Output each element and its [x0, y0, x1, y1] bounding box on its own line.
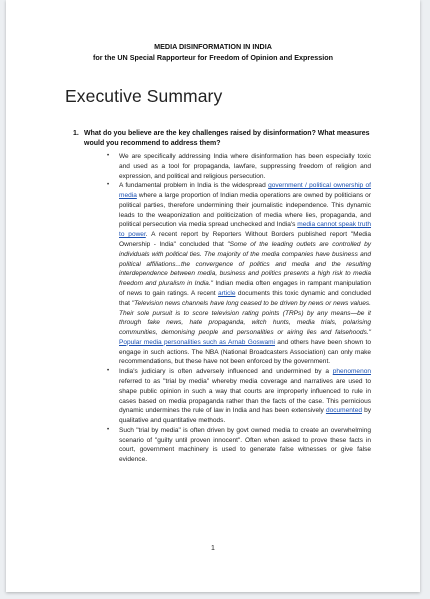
bullet-icon: •: [107, 426, 110, 433]
text-run: documents this toxic dynamic and concluded that: [119, 289, 371, 307]
bullet-icon: •: [107, 368, 110, 375]
bullet-item-3: [107, 367, 372, 426]
bullet-list: [107, 152, 372, 465]
question-1: [73, 129, 382, 150]
text-run: A fundamental problem in India is the widespread: [119, 182, 269, 190]
link-media-truth-to-power[interactable]: media cannot speak truth to power: [119, 221, 372, 239]
link-government-ownership[interactable]: government / political ownership of media: [119, 182, 371, 200]
text-run: where a large proportion of Indian media operations are owned by politicians or political parties, therefore undermining their journalistic independence. This dynamic leads to the weaponization and politicization of media where lies, propaganda, and political persecution via media spread unchecked and India's: [119, 192, 371, 229]
link-media-personalities[interactable]: Popular media personalities such as Arnab Goswami: [119, 338, 276, 346]
section-title: Executive Summary: [65, 86, 223, 106]
page-number: 1: [211, 545, 215, 552]
text-run: Indian media often engages in rampant manipulation of news to gain ratings. A recent: [119, 280, 371, 297]
text-run: and others have been shown to engage in such actions. The NBA (National Broadcasters Association) can only make recommendations, but these have not been enforced by the government.: [119, 338, 371, 366]
bullet-item-1: [107, 152, 371, 181]
bullet-text: We are specifically addressing India where disinformation has been especially toxic and used as a tool for propaganda, lawfare, suppressing freedom of religion and expression, and political and religious persecution.: [119, 153, 371, 180]
bullet-item-4: [107, 426, 371, 465]
header-line-1: MEDIA DISINFORMATION IN INDIA: [154, 42, 272, 51]
question-text: What do you believe are the key challenges raised by disinformation? What measures would you recommend to address them?: [84, 130, 370, 148]
text-run: by qualitative and quantitative methods.: [119, 407, 372, 425]
header-line-2: for the UN Special Rapporteur for Freedom of Opinion and Expression: [92, 53, 333, 62]
bullet-text: Such "trial by media" is often driven by govt owned media to create an overwhelming scenario of "guilty until proven innocent". Often when asked to prove these facts in court, government machinery is used to generate false witnesses or give false evidence.: [119, 426, 371, 464]
text-run: . A recent report by Reporters Without Borders published report "Media Ownership - India" concluded that: [119, 231, 372, 249]
link-documented[interactable]: documented: [325, 407, 362, 415]
text-run: India's judiciary is often adversely influenced and undermined by a: [119, 368, 333, 376]
quote-rsf: "Some of the leading outlets are controlled by individuals with political ties. The majority of the media companies have business and political affiliations...the convergence of politics and media and the resulting interdependence between media, business and politics presents a high risk to media freedom and pluralism in India.": [119, 241, 371, 288]
bullet-icon: •: [107, 182, 110, 189]
document-page: [6, 0, 420, 592]
quote-tv-news: "Television news channels have long ceased to be driven by news or news values. Their sole pursuit is to score television rating points (TRPs) by any means—be it through fake news, hate propaganda, witch hunts, media trials, polarising communities, demonising people and personalities or airing lies and falsehoods.": [119, 299, 372, 337]
question-number: 1.: [73, 130, 79, 137]
bullet-icon: •: [107, 153, 110, 159]
text-run: referred to as "trial by media" whereby media coverage and narratives are used to shape public opinion in such a way that courts are improperly influenced to rule in cases based on media propaganda rather than the facts of the case. This pernicious dynamic undermines the rule of law in India and has been extensively: [119, 377, 371, 415]
link-phenomenon[interactable]: phenomenon: [332, 368, 371, 376]
link-article[interactable]: article: [218, 289, 236, 297]
bullet-item-2: [107, 181, 372, 367]
